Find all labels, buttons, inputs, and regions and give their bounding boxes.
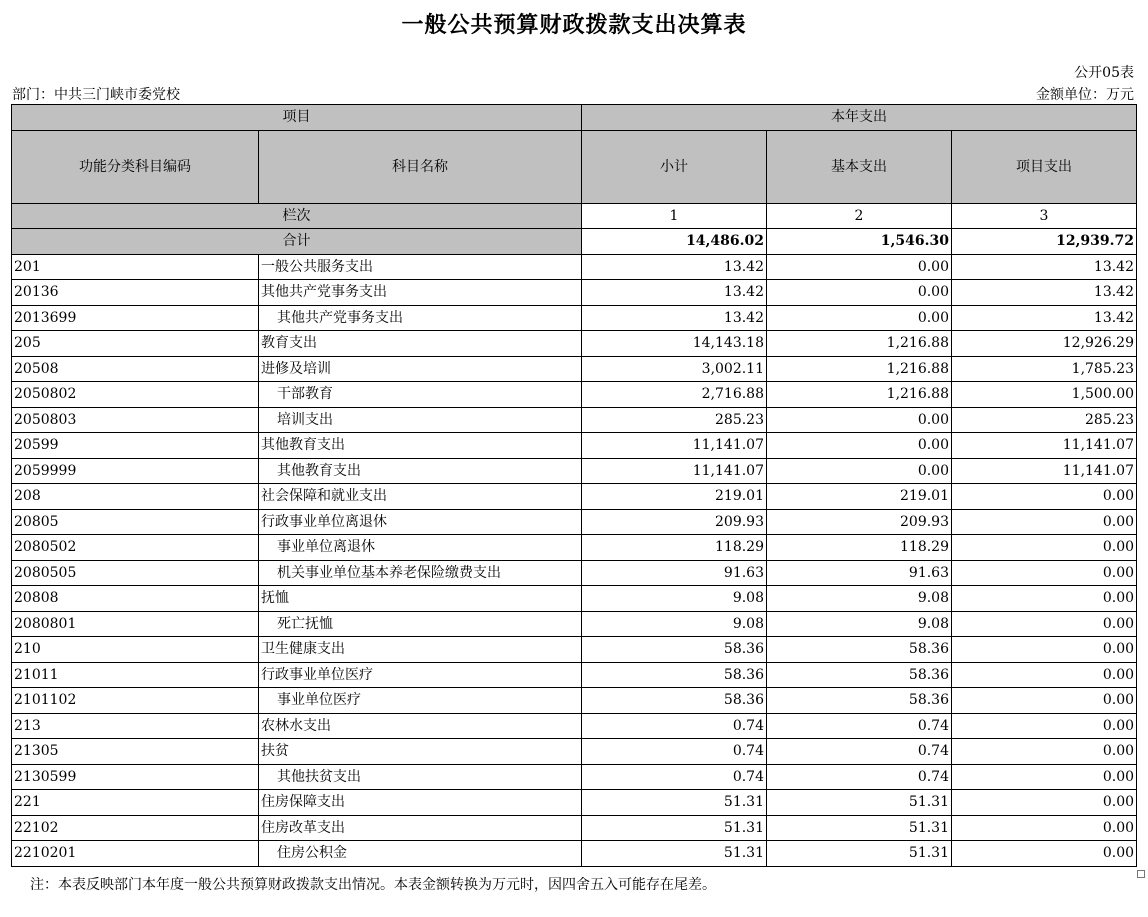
row-name: 干部教育 bbox=[259, 382, 582, 408]
table-row bbox=[12, 331, 1137, 357]
header-item: 项目 bbox=[12, 105, 582, 131]
row-subtotal: 51.31 bbox=[582, 815, 767, 841]
total-basic: 1,546.30 bbox=[767, 229, 952, 255]
row-subtotal: 11,141.07 bbox=[582, 458, 767, 484]
row-code: 210 bbox=[12, 637, 259, 663]
row-subtotal: 58.36 bbox=[582, 688, 767, 714]
row-name: 行政事业单位离退休 bbox=[259, 509, 582, 535]
header-project: 项目支出 bbox=[952, 130, 1137, 203]
table-row bbox=[12, 254, 1137, 280]
header-name: 科目名称 bbox=[259, 130, 582, 203]
row-basic: 1,216.88 bbox=[767, 356, 952, 382]
row-subtotal: 51.31 bbox=[582, 790, 767, 816]
row-basic: 219.01 bbox=[767, 484, 952, 510]
row-project: 13.42 bbox=[952, 254, 1137, 280]
row-subtotal: 219.01 bbox=[582, 484, 767, 510]
table-row bbox=[12, 688, 1137, 714]
row-name: 其他教育支出 bbox=[259, 458, 582, 484]
row-code: 20599 bbox=[12, 433, 259, 459]
table-row bbox=[12, 484, 1137, 510]
row-project: 11,141.07 bbox=[952, 433, 1137, 459]
row-name: 抚恤 bbox=[259, 586, 582, 612]
table-row bbox=[12, 382, 1137, 408]
table-row bbox=[12, 790, 1137, 816]
table-row bbox=[12, 356, 1137, 382]
row-project: 0.00 bbox=[952, 662, 1137, 688]
row-basic: 0.00 bbox=[767, 305, 952, 331]
row-code: 21011 bbox=[12, 662, 259, 688]
row-project: 0.00 bbox=[952, 815, 1137, 841]
row-name: 进修及培训 bbox=[259, 356, 582, 382]
row-name: 机关事业单位基本养老保险缴费支出 bbox=[259, 560, 582, 586]
table-row bbox=[12, 586, 1137, 612]
column-no-2: 2 bbox=[767, 203, 952, 229]
table-row bbox=[12, 458, 1137, 484]
row-name: 扶贫 bbox=[259, 739, 582, 765]
row-subtotal: 118.29 bbox=[582, 535, 767, 561]
row-project: 13.42 bbox=[952, 305, 1137, 331]
row-subtotal: 3,002.11 bbox=[582, 356, 767, 382]
row-subtotal: 2,716.88 bbox=[582, 382, 767, 408]
row-subtotal: 13.42 bbox=[582, 280, 767, 306]
row-basic: 91.63 bbox=[767, 560, 952, 586]
row-code: 20136 bbox=[12, 280, 259, 306]
table-row bbox=[12, 611, 1137, 637]
total-subtotal: 14,486.02 bbox=[582, 229, 767, 255]
header-column-no: 栏次 bbox=[12, 203, 582, 229]
header-basic: 基本支出 bbox=[767, 130, 952, 203]
row-basic: 0.00 bbox=[767, 254, 952, 280]
row-basic: 0.74 bbox=[767, 713, 952, 739]
table-row bbox=[12, 841, 1137, 867]
row-subtotal: 58.36 bbox=[582, 637, 767, 663]
row-code: 22102 bbox=[12, 815, 259, 841]
total-project: 12,939.72 bbox=[952, 229, 1137, 255]
row-subtotal: 11,141.07 bbox=[582, 433, 767, 459]
row-subtotal: 209.93 bbox=[582, 509, 767, 535]
row-basic: 0.74 bbox=[767, 764, 952, 790]
row-basic: 58.36 bbox=[767, 662, 952, 688]
row-code: 2080505 bbox=[12, 560, 259, 586]
row-basic: 51.31 bbox=[767, 841, 952, 867]
row-code: 21305 bbox=[12, 739, 259, 765]
row-basic: 1,216.88 bbox=[767, 331, 952, 357]
row-name: 事业单位医疗 bbox=[259, 688, 582, 714]
table-row bbox=[12, 407, 1137, 433]
row-name: 其他扶贫支出 bbox=[259, 764, 582, 790]
row-project: 11,141.07 bbox=[952, 458, 1137, 484]
row-code: 205 bbox=[12, 331, 259, 357]
row-subtotal: 91.63 bbox=[582, 560, 767, 586]
row-project: 12,926.29 bbox=[952, 331, 1137, 357]
row-code: 213 bbox=[12, 713, 259, 739]
row-project: 0.00 bbox=[952, 764, 1137, 790]
row-name: 一般公共服务支出 bbox=[259, 254, 582, 280]
row-project: 0.00 bbox=[952, 560, 1137, 586]
table-row bbox=[12, 509, 1137, 535]
row-subtotal: 285.23 bbox=[582, 407, 767, 433]
row-subtotal: 58.36 bbox=[582, 662, 767, 688]
table-row bbox=[12, 637, 1137, 663]
row-basic: 118.29 bbox=[767, 535, 952, 561]
row-code: 201 bbox=[12, 254, 259, 280]
row-name: 农林水支出 bbox=[259, 713, 582, 739]
row-basic: 209.93 bbox=[767, 509, 952, 535]
table-row bbox=[12, 535, 1137, 561]
row-subtotal: 13.42 bbox=[582, 305, 767, 331]
row-basic: 58.36 bbox=[767, 637, 952, 663]
row-basic: 0.00 bbox=[767, 407, 952, 433]
row-basic: 0.00 bbox=[767, 458, 952, 484]
row-basic: 51.31 bbox=[767, 790, 952, 816]
table-row bbox=[12, 280, 1137, 306]
form-code: 公开05表 bbox=[1074, 65, 1134, 81]
row-subtotal: 51.31 bbox=[582, 841, 767, 867]
row-project: 0.00 bbox=[952, 535, 1137, 561]
row-name: 卫生健康支出 bbox=[259, 637, 582, 663]
row-subtotal: 13.42 bbox=[582, 254, 767, 280]
corner-marker bbox=[1137, 870, 1145, 878]
table-row bbox=[12, 764, 1137, 790]
header-code: 功能分类科目编码 bbox=[12, 130, 259, 203]
row-subtotal: 9.08 bbox=[582, 586, 767, 612]
row-subtotal: 0.74 bbox=[582, 713, 767, 739]
table-row bbox=[12, 815, 1137, 841]
row-project: 285.23 bbox=[952, 407, 1137, 433]
row-subtotal: 0.74 bbox=[582, 739, 767, 765]
table-row bbox=[12, 560, 1137, 586]
table-body bbox=[12, 229, 1137, 867]
department-label: 部门：中共三门峡市委党校 bbox=[12, 87, 180, 103]
total-row bbox=[12, 229, 1137, 255]
row-code: 2210201 bbox=[12, 841, 259, 867]
table-row bbox=[12, 713, 1137, 739]
row-project: 0.00 bbox=[952, 841, 1137, 867]
row-code: 2059999 bbox=[12, 458, 259, 484]
row-code: 20508 bbox=[12, 356, 259, 382]
row-code: 2050802 bbox=[12, 382, 259, 408]
row-project: 0.00 bbox=[952, 586, 1137, 612]
row-code: 208 bbox=[12, 484, 259, 510]
row-basic: 0.00 bbox=[767, 280, 952, 306]
table-row bbox=[12, 739, 1137, 765]
row-project: 0.00 bbox=[952, 484, 1137, 510]
row-name: 住房公积金 bbox=[259, 841, 582, 867]
row-subtotal: 0.74 bbox=[582, 764, 767, 790]
table-row bbox=[12, 305, 1137, 331]
row-basic: 0.00 bbox=[767, 433, 952, 459]
column-no-3: 3 bbox=[952, 203, 1137, 229]
row-subtotal: 14,143.18 bbox=[582, 331, 767, 357]
row-name: 住房保障支出 bbox=[259, 790, 582, 816]
amount-unit-label: 金额单位：万元 bbox=[1036, 87, 1134, 103]
row-project: 13.42 bbox=[952, 280, 1137, 306]
row-code: 2050803 bbox=[12, 407, 259, 433]
row-code: 20805 bbox=[12, 509, 259, 535]
row-project: 0.00 bbox=[952, 713, 1137, 739]
row-name: 住房改革支出 bbox=[259, 815, 582, 841]
row-code: 2080801 bbox=[12, 611, 259, 637]
row-basic: 9.08 bbox=[767, 586, 952, 612]
row-subtotal: 9.08 bbox=[582, 611, 767, 637]
row-project: 0.00 bbox=[952, 739, 1137, 765]
row-project: 0.00 bbox=[952, 688, 1137, 714]
row-name: 其他共产党事务支出 bbox=[259, 305, 582, 331]
row-project: 0.00 bbox=[952, 637, 1137, 663]
row-code: 2130599 bbox=[12, 764, 259, 790]
row-basic: 0.74 bbox=[767, 739, 952, 765]
report-title: 一般公共预算财政拨款支出决算表 bbox=[401, 13, 747, 38]
row-project: 0.00 bbox=[952, 611, 1137, 637]
header-current-year: 本年支出 bbox=[582, 105, 1137, 131]
table-row bbox=[12, 662, 1137, 688]
row-project: 0.00 bbox=[952, 509, 1137, 535]
row-basic: 58.36 bbox=[767, 688, 952, 714]
column-no-1: 1 bbox=[582, 203, 767, 229]
row-basic: 1,216.88 bbox=[767, 382, 952, 408]
row-name: 行政事业单位医疗 bbox=[259, 662, 582, 688]
row-name: 事业单位离退休 bbox=[259, 535, 582, 561]
header-subtotal: 小计 bbox=[582, 130, 767, 203]
row-project: 1,785.23 bbox=[952, 356, 1137, 382]
row-name: 死亡抚恤 bbox=[259, 611, 582, 637]
row-basic: 9.08 bbox=[767, 611, 952, 637]
row-name: 其他共产党事务支出 bbox=[259, 280, 582, 306]
row-code: 2080502 bbox=[12, 535, 259, 561]
row-code: 221 bbox=[12, 790, 259, 816]
footnote: 注：本表反映部门本年度一般公共预算财政拨款支出情况。本表金额转换为万元时，因四舍五入可能存在尾差。 bbox=[30, 877, 716, 893]
row-name: 教育支出 bbox=[259, 331, 582, 357]
row-code: 2101102 bbox=[12, 688, 259, 714]
row-project: 0.00 bbox=[952, 790, 1137, 816]
row-name: 培训支出 bbox=[259, 407, 582, 433]
row-project: 1,500.00 bbox=[952, 382, 1137, 408]
row-name: 社会保障和就业支出 bbox=[259, 484, 582, 510]
expenditure-table bbox=[11, 104, 1137, 867]
row-code: 2013699 bbox=[12, 305, 259, 331]
table-row bbox=[12, 433, 1137, 459]
total-label: 合计 bbox=[12, 229, 582, 255]
row-code: 20808 bbox=[12, 586, 259, 612]
row-basic: 51.31 bbox=[767, 815, 952, 841]
row-name: 其他教育支出 bbox=[259, 433, 582, 459]
